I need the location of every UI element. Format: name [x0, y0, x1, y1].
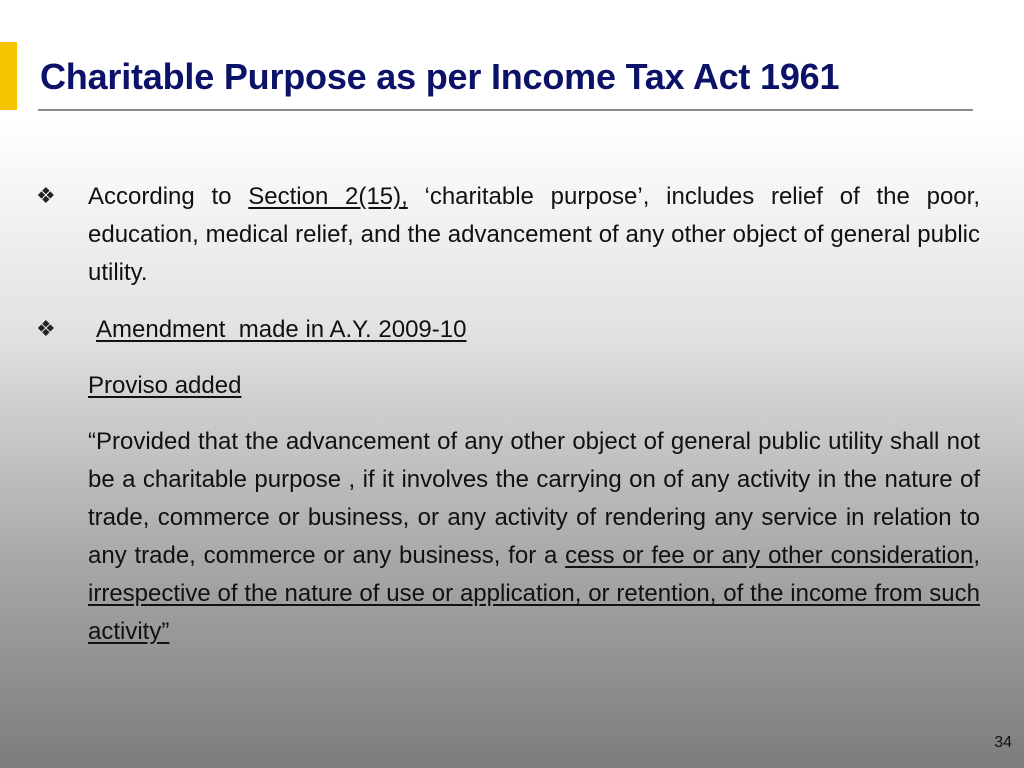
diamond-bullet-icon: ❖: [36, 316, 56, 341]
proviso-heading-paragraph: [88, 367, 980, 405]
proviso-quote: [88, 423, 980, 651]
slide-title: Charitable Purpose as per Income Tax Act 1961: [40, 56, 840, 97]
section-reference-link[interactable]: Section 2(15),: [248, 183, 408, 210]
title-accent-bar: [0, 42, 17, 110]
title-divider: [38, 109, 973, 111]
proviso-quote-text: “Provided that the advancement of any other object of general public utility shall not be a charitable purpose , if it involves the carrying on of any activity in the nature of trade, commerce or business, or any activity of rendering any service in relation to any trade, commerce or any business, for a: [88, 428, 980, 569]
definition-text-start: According to: [88, 183, 249, 210]
amendment-heading: Amendment made in A.Y. 2009-10: [96, 316, 467, 343]
proviso-heading: Proviso added: [88, 372, 242, 399]
diamond-bullet-icon: ❖: [36, 183, 56, 208]
proviso-underlined-irrespective: irrespective of the nature of use or application, or retention, of the income from such activity”: [88, 580, 980, 645]
bullet-paragraph-amendment: [96, 311, 980, 349]
proviso-separator: ,: [973, 542, 980, 569]
bullet-paragraph-definition: [88, 178, 980, 292]
page-number: 34: [994, 734, 1012, 751]
definition-text-end: ‘charitable purpose’, includes relief of the poor, education, medical relief, and the advancement of any other object of general public utility.: [88, 183, 980, 286]
proviso-underlined-consideration: cess or fee or any other consideration: [565, 542, 974, 569]
